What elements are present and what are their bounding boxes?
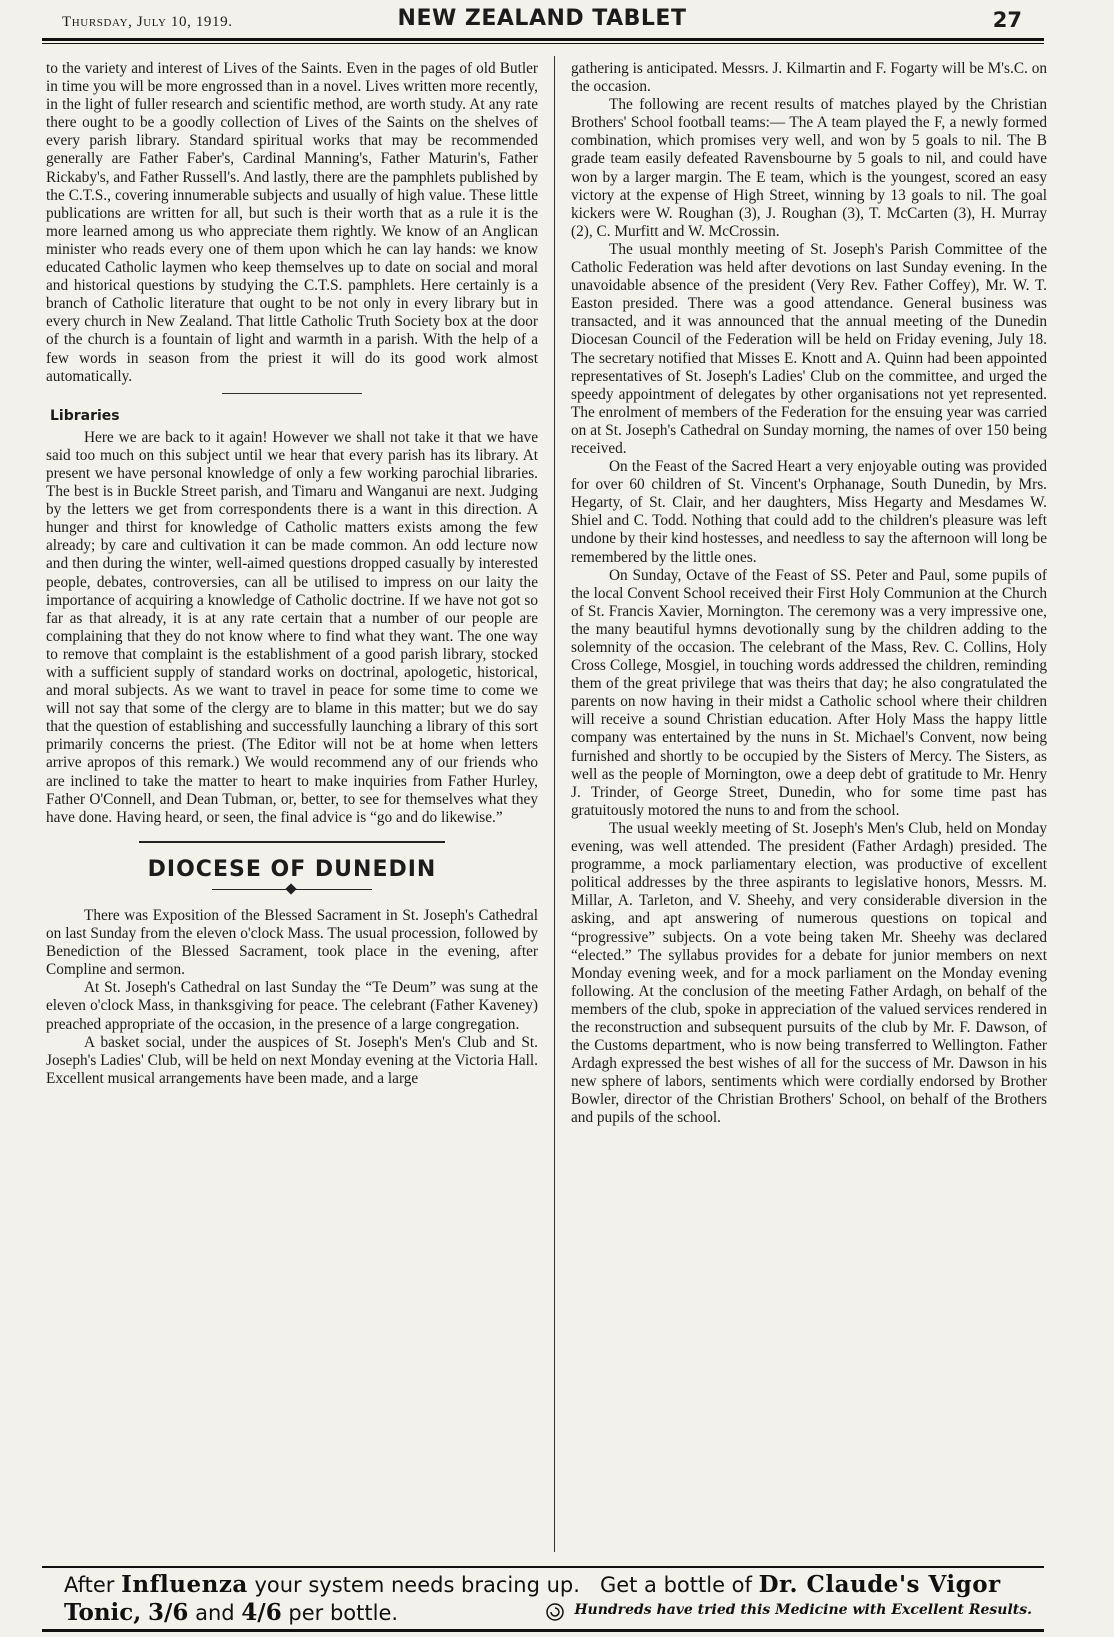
section-divider bbox=[139, 841, 445, 843]
section-divider bbox=[222, 393, 362, 394]
publication-title: NEW ZEALAND TABLET bbox=[397, 6, 687, 31]
header-rule-thin bbox=[42, 43, 1044, 44]
diocese-paragraph: There was Exposition of the Blessed Sacrament in St. Joseph's Cathedral on last Sunday from the eleven o'clock Mass. The usual procession, followed by Benediction of the Blessed Sacrament, took place in the evening, after Compline and sermon. bbox=[46, 906, 538, 979]
column-divider bbox=[554, 56, 555, 1552]
ad-text: your system needs bracing up. bbox=[254, 1573, 580, 1597]
ad-text: and bbox=[195, 1601, 235, 1625]
left-column bbox=[46, 60, 538, 1553]
libraries-paragraph: Here we are back to it again! However we shall not take it that we have said too much on this subject until we hear that every parish has its library. At present we have personal knowledge of only a few working parochial libraries. The best is in Buckle Street parish, and Timaru and Wanganui are next. Judging by the letters we get from correspondents there is a want in this direction. A hunger and thirst for knowledge of Catholic matters exists among the few already; by care and cultivation it can be made common. An odd lecture now and then during the winter, well-aimed questions dropped casually by interested people, debates, controversies, can all be utilised to impress on our laity the importance of acquiring a knowledge of Catholic doctrine. If we have not got so far as that already, it is at any rate certain that a number of our people are complaining that they do not know where to find what they want. The one way to remove that complaint is the establishment of a good parish library, stocked with a sufficient supply of standard works on doctrinal, apologetic, historical, and moral subjects. As we want to travel in peace for some time to come we will not say that some of the clergy are to blame in this matter; but we do say that the question of establishing and successfully launching a library of this sort primarily concerns the priest. (The Editor will not be at home when letters arrive apropos of this remark.) We would recommend any of our friends who are inclined to take the matter to heart to make inquiries from Father Hurley, Father O'Connell, and Dean Tubman, or, better, to see for themselves what they have done. Having heard, or seen, the final advice is “go and do likewise.” bbox=[46, 428, 538, 826]
right-column bbox=[571, 60, 1047, 1553]
ad-brand: Dr. Claude's Vigor bbox=[758, 1571, 1001, 1598]
page-number: 27 bbox=[992, 8, 1022, 32]
lives-of-saints-paragraph: to the variety and interest of Lives of the Saints. Even in the pages of old Butler in time you will be more engrossed than in a novel. Lives written more recently, in the light of fuller research and scientific method, are worth study. At any rate there ought to be a goodly collection of Lives of the Saints on the shelves of every parish library. Standard spiritual works that may be recommended generally are Father Faber's, Cardinal Manning's, Father Maturin's, Father Rickaby's, and Father Russell's. And lastly, there are the pamphlets published by the C.T.S., covering innumerable subjects and usually of high value. These little publications are written for all, but such is their worth that as a rule it is the more learned among us who appreciate them rightly. We know of an Anglican minister who reads every one of them upon which he can lay hands: we know educated Catholic laymen who keep themselves up to date on social and moral and historical questions by studying the C.T.S. pamphlets. Here certainly is a branch of Catholic literature that ought to be not only in every library but in every church in New Zealand. That little Catholic Truth Society box at the door of the church is a fountain of light and warmth in a parish. With the help of a few words in season from the priest it will do its good work almost automatically. bbox=[46, 60, 538, 385]
news-paragraph: On the Feast of the Sacred Heart a very enjoyable outing was provided for over 60 children of St. Vincent's Orphanage, South Dunedin, by Mrs. Hegarty, of St. Clair, and her daughters, Miss Hegarty and Mesdames W. Shiel and C. Todd. Nothing that could add to the children's pleasure was left undone by their kind hostesses, and needless to say the afternoon will long be remembered by the little ones. bbox=[571, 458, 1047, 566]
ad-price: 4/6 bbox=[241, 1599, 282, 1626]
news-paragraph: The usual weekly meeting of St. Joseph's Men's Club, held on Monday evening, was well attended. The president (Father Ardagh) presided. The programme, a mock parliamentary election, was productive of excellent political addresses by the three aspirants to legislative honors, Messrs. M. Millar, A. Tarleton, and V. Sheehy, and very considerable diversion in the asking, and apt answering of numerous questions on topical and “progressive” subjects. On a vote being taken Mr. Sheehy was declared “elected.” The syllabus provides for a debate for junior members on next Monday evening week, and for a mock parliament on the Monday evening following. At the conclusion of the meeting Father Ardagh, on behalf of the members of the club, spoke in appreciation of the valued services rendered in the reconstruction and subsequent pursuits of the club by Mr. F. Dawson, of the Customs department, who is now being transferred to Wellington. Father Ardagh expressed the best wishes of all for the success of Mr. Dawson in his new sphere of labors, sentiments which were cordially endorsed by Brother Bowler, director of the Christian Brothers' School, on behalf of the Brothers and pupils of the school. bbox=[571, 819, 1047, 1127]
spiral-logo-icon bbox=[546, 1603, 564, 1621]
page-bottom-rule bbox=[42, 1629, 1044, 1632]
tonic-advertisement bbox=[42, 1571, 1044, 1633]
ad-tonic: Tonic, bbox=[64, 1599, 142, 1626]
header-rule-thick bbox=[42, 38, 1044, 41]
libraries-heading: Libraries bbox=[50, 407, 120, 424]
issue-date: Thursday, July 10, 1919. bbox=[62, 14, 233, 30]
ad-influenza: Influenza bbox=[121, 1571, 248, 1598]
diocese-paragraph: A basket social, under the auspices of St. Joseph's Men's Club and St. Joseph's Ladies' Club, will be held on next Monday evening at the Victoria Hall. Excellent musical arrangements have been made, and a large bbox=[46, 1033, 538, 1087]
footer-rule bbox=[42, 1566, 1044, 1568]
ornament-divider-icon bbox=[212, 885, 372, 893]
diocese-paragraph: At St. Joseph's Cathedral on last Sunday the “Te Deum” was sung at the eleven o'clock Mass, in thanksgiving for peace. The celebrant (Father Kaveney) preached appropriate of the occasion, in the presence of a large congregation. bbox=[46, 979, 538, 1033]
ad-text: per bottle. bbox=[288, 1601, 399, 1625]
news-paragraph: The following are recent results of matches played by the Christian Brothers' School football teams:— The A team played the F, a newly formed combination, which promises very well, and won by 5 goals to nil. The B grade team easily defeated Ravensbourne by 5 goals to nil, and could have won by a larger margin. The E team, which is the youngest, scored an easy victory at the expense of High Street, winning by 13 goals to nil. The goal kickers were W. Roughan (3), J. Roughan (3), T. McCarten (3), H. Murray (2), C. Murfitt and W. McCrossin. bbox=[571, 96, 1047, 240]
ad-line-2 bbox=[64, 1599, 1044, 1626]
page-header bbox=[42, 6, 1042, 36]
ad-price: 3/6 bbox=[147, 1599, 189, 1626]
news-paragraph: gathering is anticipated. Messrs. J. Kilmartin and F. Fogarty will be M's.C. on the occasion. bbox=[571, 60, 1047, 96]
news-paragraph: On Sunday, Octave of the Feast of SS. Peter and Paul, some pupils of the local Convent School received their First Holy Communion at the Church of St. Francis Xavier, Mornington. The ceremony was a very impressive one, the many beautiful hymns devotionally sung by the children adding to the solemnity of the occasion. The celebrant of the Mass, Rev. C. Collins, Holy Cross College, Mosgiel, in touching words addressed the children, reminding them of the great privilege that was theirs that day; he also congratulated the parents on now having in their midst a Catholic school where their children will receive a sound Christian education. After Holy Mass the happy little company was entertained by the nuns in St. Michael's Convent, now being furnished and shortly to be occupied by the Sisters of Mercy. The Sisters, as well as the people of Mornington, owe a deep debt of gratitude to Mr. Henry J. Trinder, of George Street, Dunedin, who for some time past has gratuitously motored the nuns to and from the school. bbox=[571, 566, 1047, 819]
ad-text: After bbox=[64, 1573, 115, 1597]
diocese-section-title: DIOCESE OF DUNEDIN bbox=[147, 856, 437, 882]
ad-tagline: Hundreds have tried this Medicine with Excellent Results. bbox=[574, 1602, 1032, 1618]
ad-line-1 bbox=[64, 1571, 1001, 1598]
ad-text: Get a bottle of bbox=[599, 1573, 752, 1597]
news-paragraph: The usual monthly meeting of St. Joseph's Parish Committee of the Catholic Federation was held after devotions on last Sunday evening. In the unavoidable absence of the president (Very Rev. Father Coffey), Mr. W. T. Easton presided. There was a good attendance. General business was transacted, and it was announced that the annual meeting of the Dunedin Diocesan Council of the Federation will be held on Friday evening, July 18. The secretary notified that Misses E. Knott and A. Quinn had been appointed representatives of St. Joseph's Ladies' Club on the committee, and urged the speedy appointment of delegates by other organisations not yet represented. The enrolment of members of the Federation for the ensuing year was carried on at St. Joseph's Cathedral on Sunday morning, the names of over 150 being received. bbox=[571, 240, 1047, 457]
